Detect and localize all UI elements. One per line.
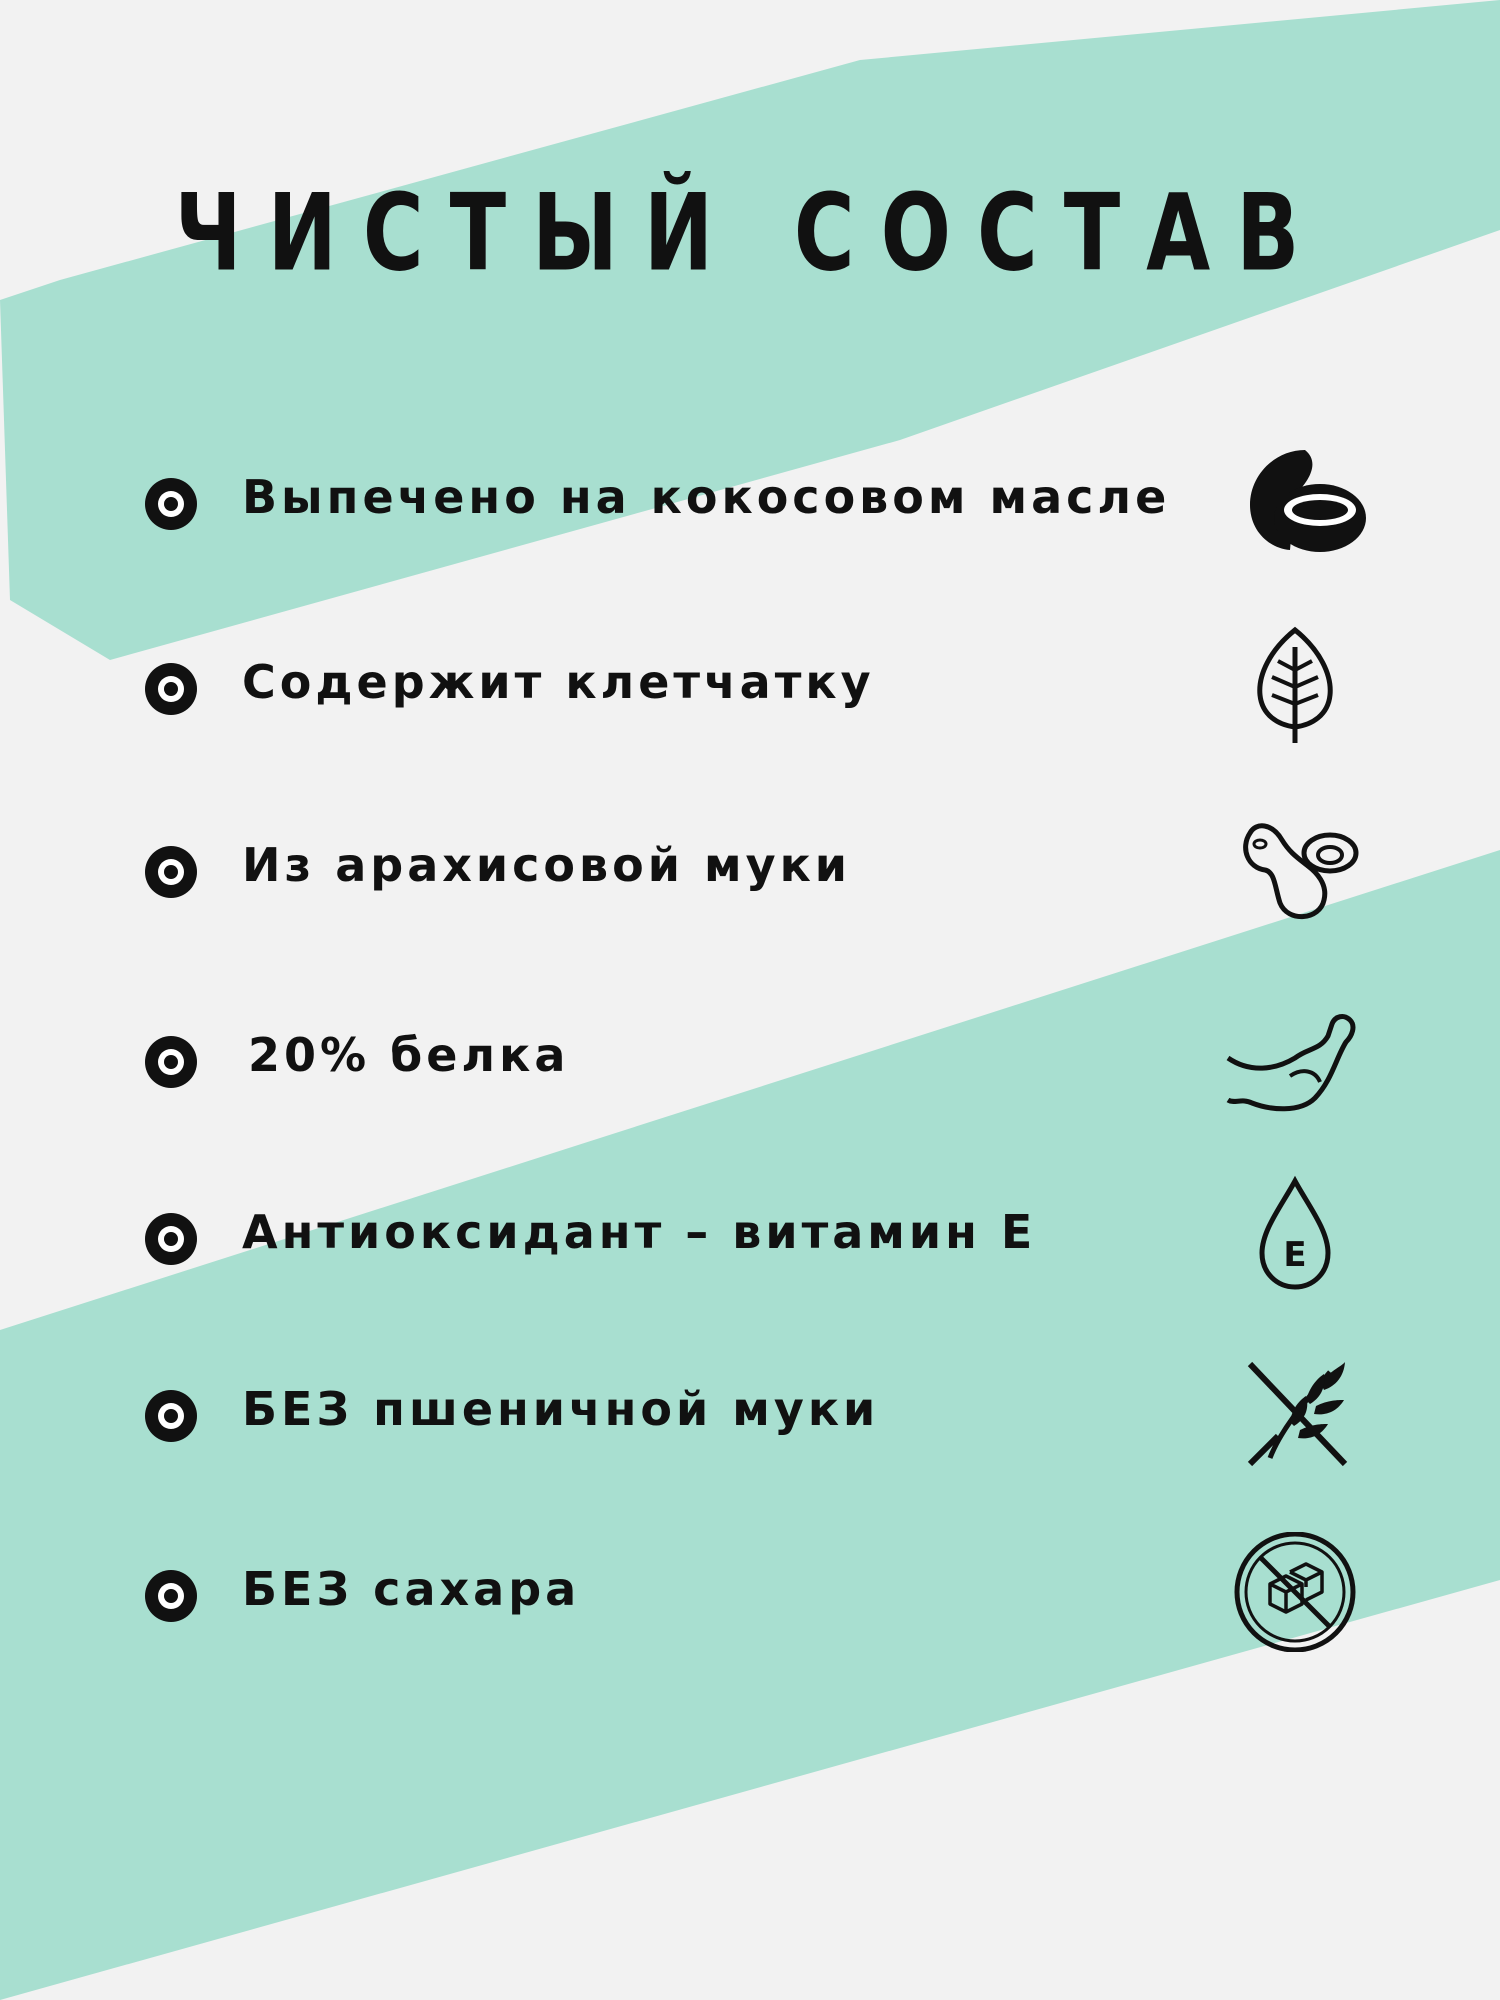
bullet-icon — [145, 1036, 197, 1088]
no-sugar-icon — [1220, 1532, 1370, 1652]
bullet-icon — [145, 1390, 197, 1442]
feature-label: БЕЗ сахара — [242, 1562, 581, 1616]
leaf-icon — [1220, 625, 1370, 745]
feature-label: Содержит клетчатку — [242, 655, 875, 709]
no-wheat-icon — [1220, 1352, 1370, 1472]
feature-label: Антиоксидант – витамин Е — [242, 1205, 1037, 1259]
feature-label: Из арахисовой муки — [242, 838, 852, 892]
feature-label: БЕЗ пшеничной муки — [242, 1382, 880, 1436]
bullet-icon — [145, 846, 197, 898]
bullet-icon — [145, 478, 197, 530]
feature-row-peanut-flour — [0, 808, 1500, 928]
feature-label: 20% белка — [248, 1028, 570, 1082]
bullet-icon — [145, 1570, 197, 1622]
feature-row-coconut-oil — [0, 440, 1500, 560]
feature-label: Выпечено на кокосовом масле — [242, 470, 1171, 524]
bullet-icon — [145, 663, 197, 715]
feature-row-no-wheat — [0, 1352, 1500, 1472]
peanut-icon — [1220, 808, 1370, 928]
feature-row-vitamin-e — [0, 1175, 1500, 1295]
feature-row-protein — [0, 998, 1500, 1118]
page-title: ЧИСТЫЙ СОСТАВ — [174, 171, 1326, 296]
vitamin-e-drop-icon — [1220, 1175, 1370, 1295]
feature-row-no-sugar — [0, 1532, 1500, 1652]
bullet-icon — [145, 1213, 197, 1265]
svg-text:E: E — [1283, 1235, 1307, 1275]
coconut-icon — [1220, 440, 1370, 560]
feature-row-fiber — [0, 625, 1500, 745]
muscle-arm-icon — [1220, 998, 1370, 1118]
